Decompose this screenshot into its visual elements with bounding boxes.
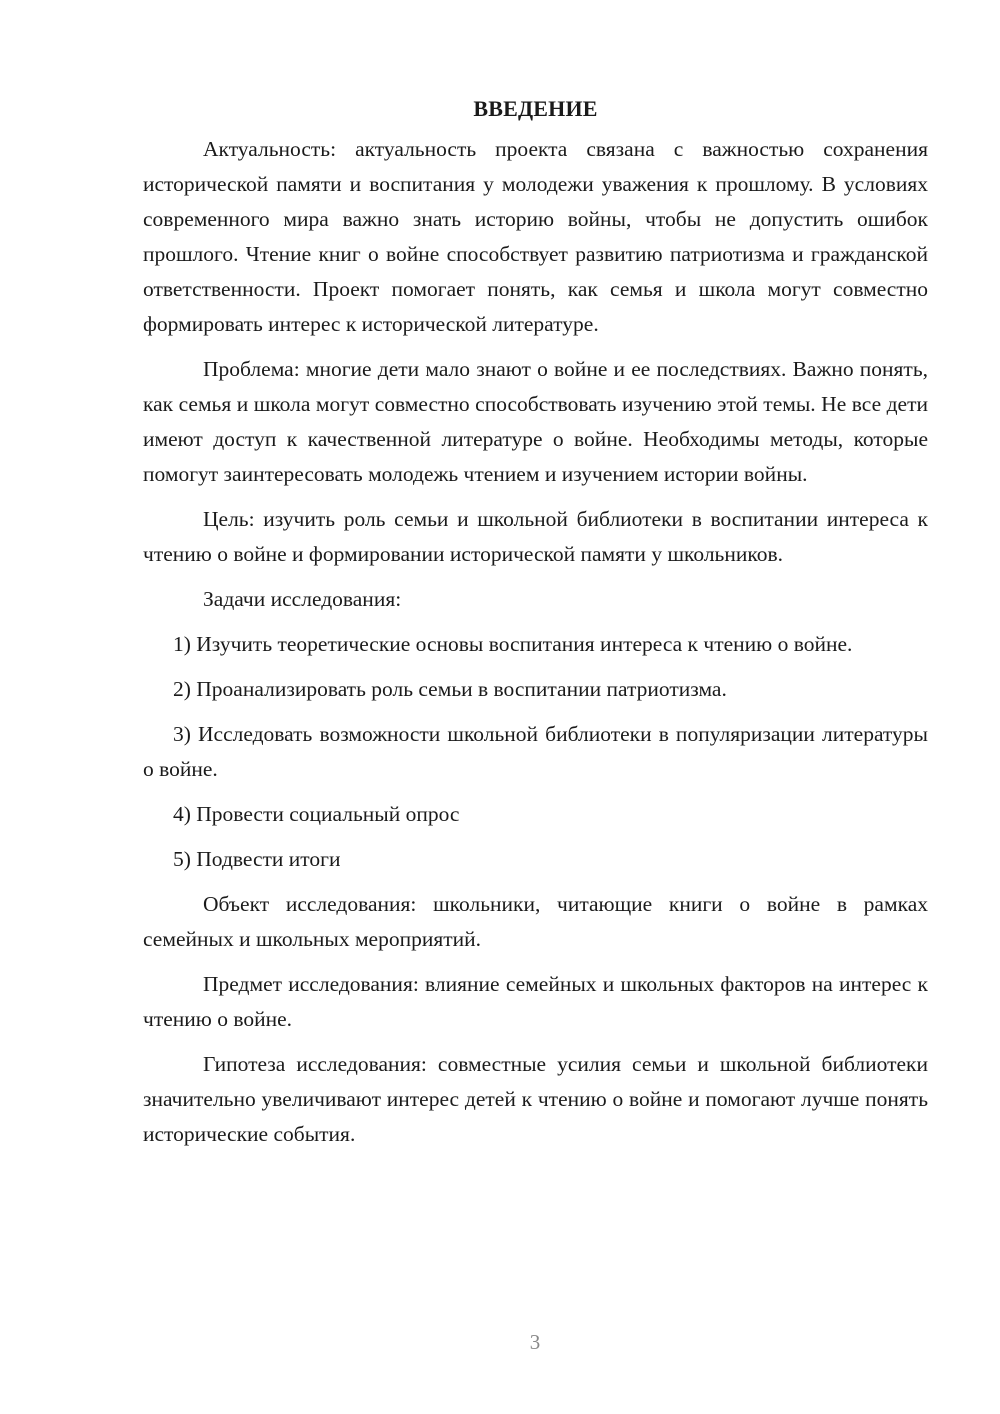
goal-paragraph: Цель: изучить роль семьи и школьной библиотеки в воспитании интереса к чтению о войне и формировании исторической памяти у школьников. [143, 507, 928, 566]
page-number: 3 [529, 1330, 541, 1354]
object-paragraph: Объект исследования: школьники, читающие книги о войне в рамках семейных и школьных мероприятий. [143, 892, 928, 951]
problem-paragraph: Проблема: многие дети мало знают о войне и ее последствиях. Важно понять, как семья и школа могут совместно способствовать изучению этой темы. Не все дети имеют доступ к качественной литературе о войне. Необходимы методы, которые помогут заинтересовать молодежь чтением и изучением истории войны. [143, 357, 928, 486]
task-item-1: 1) Изучить теоретические основы воспитания интереса к чтению о войне. [173, 632, 853, 656]
page-title: ВВЕДЕНИЕ [473, 96, 598, 121]
document-page [143, 92, 928, 1162]
task-item-4: 4) Провести социальный опрос [173, 802, 460, 826]
task-item-5: 5) Подвести итоги [173, 847, 341, 871]
relevance-paragraph: Актуальность: актуальность проекта связана с важностью сохранения исторической памяти и воспитания у молодежи уважения к прошлому. В условиях современного мира важно знать историю войны, чтобы не допустить ошибок прошлого. Чтение книг о войне способствует развитию патриотизма и гражданской ответственности. Проект помогает понять, как семья и школа могут совместно формировать интерес к исторической литературе. [143, 137, 928, 336]
hypothesis-paragraph: Гипотеза исследования: совместные усилия семьи и школьной библиотеки значительно увеличивают интерес детей к чтению о войне и помогают лучше понять исторические события. [143, 1052, 928, 1146]
subject-paragraph: Предмет исследования: влияние семейных и школьных факторов на интерес к чтению о войне. [143, 972, 928, 1031]
task-item-3: 3) Исследовать возможности школьной библиотеки в популяризации литературы о войне. [143, 722, 928, 781]
task-item-2: 2) Проанализировать роль семьи в воспитании патриотизма. [173, 677, 727, 701]
tasks-heading: Задачи исследования: [203, 587, 402, 611]
